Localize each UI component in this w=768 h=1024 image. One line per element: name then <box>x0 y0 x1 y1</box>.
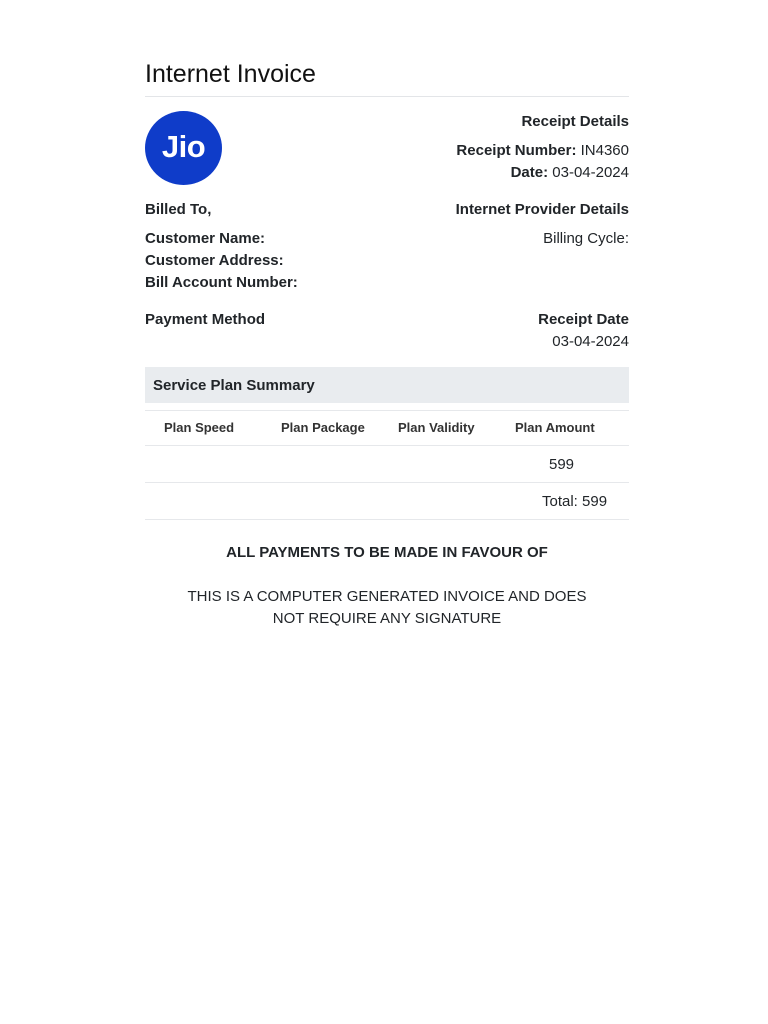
title-divider <box>145 96 629 97</box>
generated-note-line-1: THIS IS A COMPUTER GENERATED INVOICE AND DOES <box>187 588 587 605</box>
column-header-plan-package: Plan Package <box>281 420 365 435</box>
service-plan-summary-header <box>145 367 629 403</box>
column-header-plan-amount: Plan Amount <box>515 420 595 435</box>
receipt-date <box>511 164 629 181</box>
billing-cycle-label: Billing Cycle: <box>543 230 629 247</box>
cell-plan-amount: 599 <box>549 456 575 473</box>
table-top-line <box>145 410 629 411</box>
receipt-date-heading: Receipt Date <box>538 311 629 328</box>
customer-name-label: Customer Name: <box>145 230 266 247</box>
column-header-plan-speed: Plan Speed <box>164 420 235 435</box>
jio-logo <box>145 111 222 185</box>
logo-text: Jio <box>161 129 206 164</box>
provider-heading: Internet Provider Details <box>455 201 629 218</box>
receipt-number-label: Receipt Number: <box>456 142 577 159</box>
billed-to-heading: Billed To, <box>145 201 212 218</box>
receipt-date-value: 03-04-2024 <box>552 164 629 181</box>
bill-account-label: Bill Account Number: <box>145 274 298 291</box>
receipt-number-value: IN4360 <box>580 142 629 159</box>
table-row-line <box>145 482 629 483</box>
summary-heading: Service Plan Summary <box>153 376 315 394</box>
receipt-number <box>456 142 629 159</box>
receipt-date-value-bottom: 03-04-2024 <box>552 333 629 350</box>
receipt-date-label: Date: <box>510 164 549 181</box>
receipt-details-heading: Receipt Details <box>521 113 629 130</box>
column-header-plan-validity: Plan Validity <box>398 420 475 435</box>
table-header-line <box>145 445 629 446</box>
total-amount: Total: 599 <box>542 493 608 510</box>
customer-address-label: Customer Address: <box>145 252 284 269</box>
payments-note: ALL PAYMENTS TO BE MADE IN FAVOUR OF <box>226 544 548 561</box>
payment-method-label: Payment Method <box>145 311 266 328</box>
generated-note-line-2: NOT REQUIRE ANY SIGNATURE <box>272 610 502 627</box>
page-title: Internet Invoice <box>145 60 316 88</box>
table-bottom-line <box>145 519 629 520</box>
